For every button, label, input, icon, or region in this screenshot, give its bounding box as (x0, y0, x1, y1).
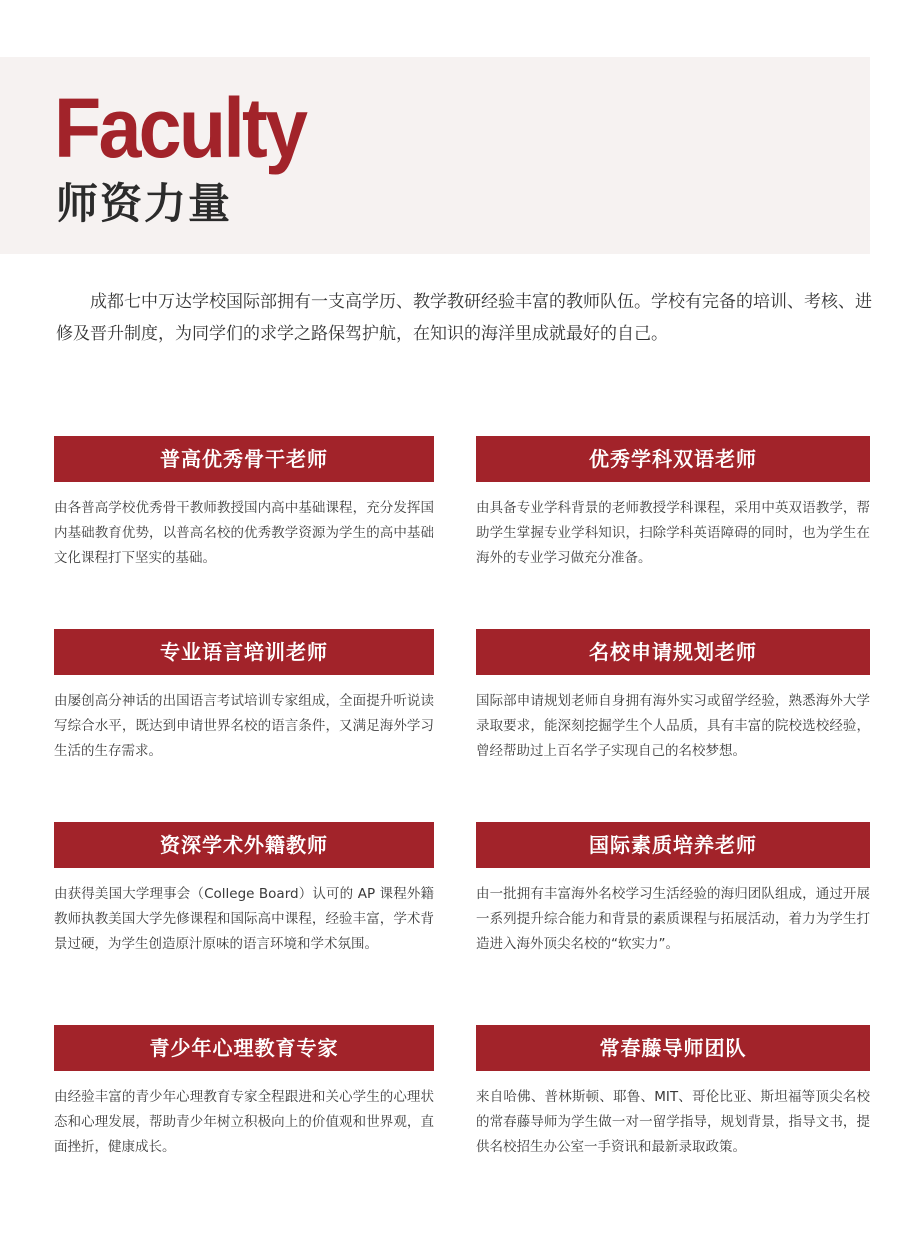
section-card-foreign-teachers (54, 822, 434, 957)
section-card-bilingual-teachers (476, 436, 870, 571)
section-description: 由各普高学校优秀骨干教师教授国内高中基础课程，充分发挥国内基础教育优势，以普高名校的优秀教学资源为学生的高中基础文化课程打下坚实的基础。 (54, 500, 434, 566)
page-title-en: Faculty (54, 81, 306, 175)
intro-paragraph: 成都七中万达学校国际部拥有一支高学历、教学教研经验丰富的教师队伍。学校有完备的培训、考核、进修及晋升制度，为同学们的求学之路保驾护航，在知识的海洋里成就最好的自己。 (56, 292, 872, 344)
section-description: 由经验丰富的青少年心理教育专家全程跟进和关心学生的心理状态和心理发展，帮助青少年树立积极向上的价值观和世界观，直面挫折，健康成长。 (54, 1089, 434, 1155)
section-title: 资深学术外籍教师 (54, 822, 434, 868)
section-title: 优秀学科双语老师 (476, 436, 870, 482)
section-card-key-teachers (54, 436, 434, 571)
section-card-language-teachers (54, 629, 434, 764)
section-title: 国际素质培养老师 (476, 822, 870, 868)
section-description: 由屡创高分神话的出国语言考试培训专家组成，全面提升听说读写综合水平，既达到申请世界名校的语言条件，又满足海外学习生活的生存需求。 (54, 693, 434, 759)
section-card-psychology-experts (54, 1025, 434, 1160)
section-title: 常春藤导师团队 (476, 1025, 870, 1071)
page-title-cn: 师资力量 (56, 179, 233, 228)
section-description: 国际部申请规划老师自身拥有海外实习或留学经验，熟悉海外大学录取要求，能深刻挖掘学生个人品质，具有丰富的院校选校经验，曾经帮助过上百名学子实现自己的名校梦想。 (476, 693, 870, 759)
section-title: 普高优秀骨干老师 (54, 436, 434, 482)
section-description: 来自哈佛、普林斯顿、耶鲁、MIT、哥伦比亚、斯坦福等顶尖名校的常春藤导师为学生做一对一留学指导，规划背景，指导文书，提供名校招生办公室一手资讯和最新录取政策。 (476, 1089, 870, 1155)
section-card-application-advisors (476, 629, 870, 764)
section-title: 青少年心理教育专家 (54, 1025, 434, 1071)
section-card-quality-teachers (476, 822, 870, 957)
section-description: 由具备专业学科背景的老师教授学科课程，采用中英双语教学，帮助学生掌握专业学科知识，扫除学科英语障碍的同时，也为学生在海外的专业学习做充分准备。 (476, 500, 870, 566)
section-description: 由一批拥有丰富海外名校学习生活经验的海归团队组成，通过开展一系列提升综合能力和背景的素质课程与拓展活动，着力为学生打造进入海外顶尖名校的“软实力”。 (476, 886, 870, 952)
section-title: 专业语言培训老师 (54, 629, 434, 675)
section-card-ivy-mentors (476, 1025, 870, 1160)
section-description: 由获得美国大学理事会（College Board）认可的 AP 课程外籍教师执教美国大学先修课程和国际高中课程，经验丰富，学术背景过硬，为学生创造原汁原味的语言环境和学术氛围。 (54, 886, 434, 952)
section-title: 名校申请规划老师 (476, 629, 870, 675)
